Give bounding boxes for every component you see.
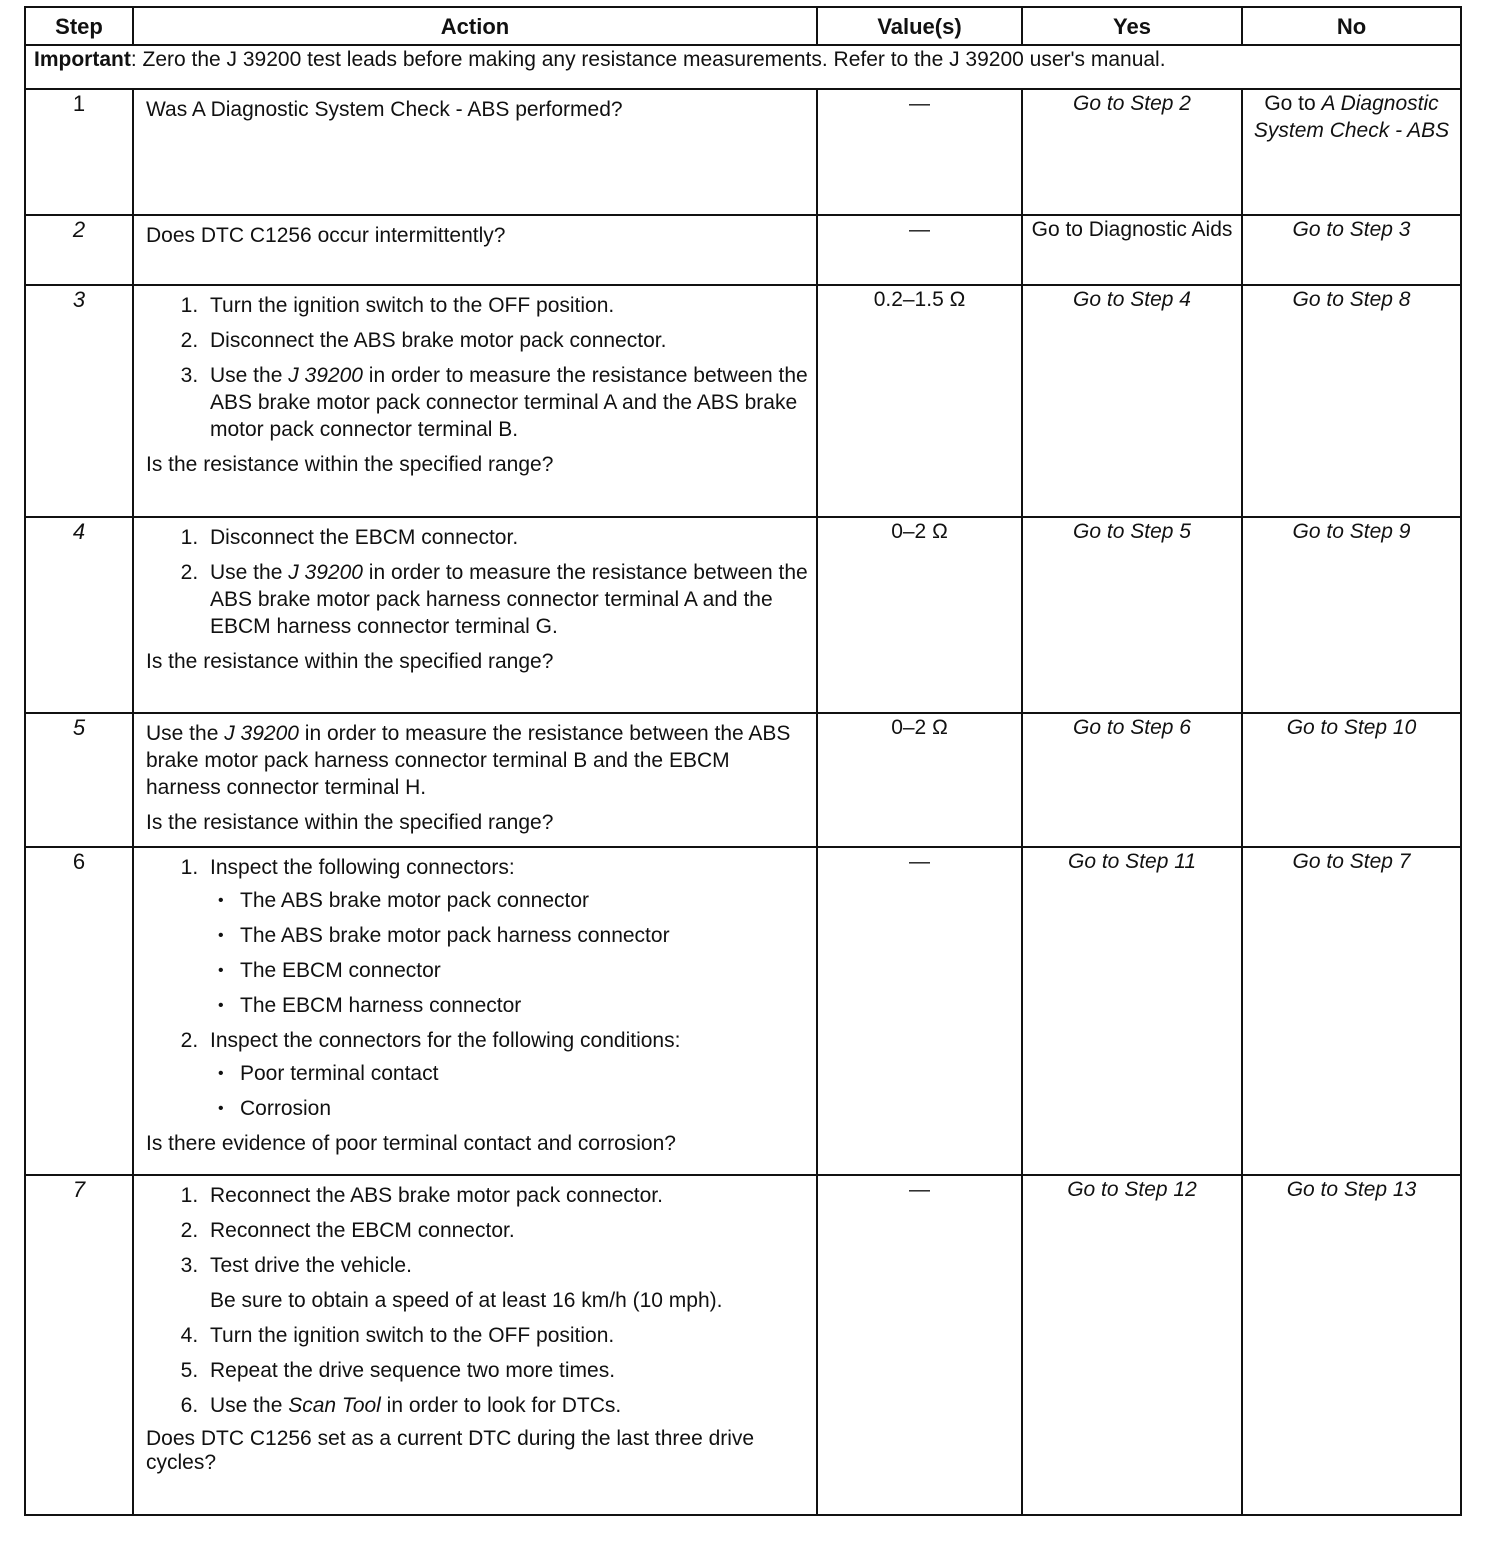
sub-item: • The ABS brake motor pack harness connector [240, 922, 810, 949]
action-cell [133, 285, 817, 517]
tool-name: J 39200 [288, 364, 363, 387]
action-step [204, 559, 810, 640]
action-step: 1. Disconnect the EBCM connector. [204, 524, 810, 551]
tool-name: Scan Tool [288, 1394, 381, 1417]
action-step-note: Be sure to obtain a speed of at least 16 km/h (10 mph). [210, 1289, 723, 1312]
action-step: 2. Reconnect the EBCM connector. [204, 1217, 810, 1244]
yes-link[interactable]: Go to Step 6 [1073, 716, 1191, 739]
tool-name: J 39200 [288, 561, 363, 584]
table-row-step-5 [25, 713, 1461, 847]
table-row-step-4 [25, 517, 1461, 713]
yes-cell [1022, 215, 1242, 285]
sub-list [210, 887, 810, 1019]
yes-link[interactable]: Go to Step 4 [1073, 288, 1191, 311]
important-text: : Zero the J 39200 test leads before making any resistance measurements. Refer to the J 39200 user's manual. [130, 48, 1166, 71]
header-values: Value(s) [817, 7, 1022, 45]
table-row-step-2 [25, 215, 1461, 285]
step-number: 3 [25, 285, 133, 517]
step-number: 5 [25, 713, 133, 847]
no-cell [1242, 89, 1461, 215]
action-step [204, 1027, 810, 1122]
no-link[interactable]: Go to Step 10 [1286, 716, 1417, 739]
no-cell [1242, 517, 1461, 713]
sub-item: • The ABS brake motor pack connector [240, 887, 810, 914]
action-step [204, 854, 810, 1019]
value-cell: 0–2 Ω [817, 517, 1022, 713]
action-step [204, 362, 810, 443]
action-step: 5. Repeat the drive sequence two more times. [204, 1357, 810, 1384]
no-link-prefix: Go to [1264, 92, 1322, 115]
no-link[interactable] [1254, 92, 1449, 142]
action-step: 1. Reconnect the ABS brake motor pack connector. [204, 1182, 810, 1209]
action-step-text: in order to look for DTCs. [380, 1394, 622, 1417]
yes-cell [1022, 285, 1242, 517]
action-step-text: Test drive the vehicle. [210, 1254, 412, 1277]
action-step-text: in order to measure the resistance between the ABS brake motor pack connector terminal A and the ABS brake motor pack connector terminal B. [210, 364, 808, 441]
no-link[interactable]: Go to Step 13 [1286, 1178, 1417, 1201]
yes-cell [1022, 713, 1242, 847]
no-cell [1242, 285, 1461, 517]
yes-cell [1022, 517, 1242, 713]
action-step-text: in order to measure the resistance between the ABS brake motor pack harness connector terminal A and the EBCM harness connector terminal G. [210, 561, 808, 638]
important-label: Important [34, 48, 131, 71]
action-question: Does DTC C1256 occur intermittently? [146, 224, 506, 247]
action-question: Does DTC C1256 set as a current DTC during the last three drive cycles? [146, 1427, 755, 1474]
action-steps [146, 292, 810, 443]
action-question: Is there evidence of poor terminal contact and corrosion? [146, 1132, 676, 1155]
no-cell [1242, 713, 1461, 847]
yes-link[interactable]: Go to Step 2 [1073, 92, 1191, 115]
action-step [204, 1252, 810, 1314]
yes-link[interactable]: Go to Step 12 [1067, 1178, 1197, 1201]
action-step: 4. Turn the ignition switch to the OFF position. [204, 1322, 810, 1349]
sub-item: • The EBCM harness connector [240, 992, 810, 1019]
table-row-step-6 [25, 847, 1461, 1175]
tool-name: J 39200 [224, 722, 299, 745]
action-step-text: Use the [210, 364, 289, 387]
no-link[interactable]: Go to Step 7 [1292, 850, 1411, 873]
action-cell [133, 713, 817, 847]
action-step-text: Inspect the following connectors: [210, 856, 515, 879]
action-text-pre: Use the [146, 722, 225, 745]
action-question: Is the resistance within the specified range? [146, 453, 554, 476]
value-cell: — [817, 1175, 1022, 1515]
yes-link[interactable]: Go to Diagnostic Aids [1031, 218, 1233, 241]
action-step-text: Use the [210, 1394, 289, 1417]
action-question: Was A Diagnostic System Check - ABS performed? [146, 98, 623, 121]
step-number: 2 [25, 215, 133, 285]
no-link[interactable]: Go to Step 9 [1292, 520, 1411, 543]
yes-link[interactable]: Go to Step 5 [1073, 520, 1191, 543]
action-step-text: Inspect the connectors for the following conditions: [210, 1029, 681, 1052]
action-steps [146, 854, 810, 1122]
table-row-step-3 [25, 285, 1461, 517]
action-text-post: in order to measure the resistance between the ABS brake motor pack harness connector terminal B and the EBCM harness connector terminal H. [146, 722, 791, 799]
no-link-target: A Diagnostic System Check - ABS [1253, 92, 1450, 142]
no-cell [1242, 215, 1461, 285]
action-cell [133, 847, 817, 1175]
action-cell [133, 1175, 817, 1515]
action-steps [146, 524, 810, 640]
header-yes: Yes [1022, 7, 1242, 45]
header-no: No [1242, 7, 1461, 45]
sub-item: • Poor terminal contact [240, 1060, 810, 1087]
value-cell: — [817, 89, 1022, 215]
yes-cell [1022, 89, 1242, 215]
header-row [25, 7, 1461, 45]
no-cell [1242, 1175, 1461, 1515]
value-cell: — [817, 847, 1022, 1175]
step-number: 7 [25, 1175, 133, 1515]
header-step: Step [25, 7, 133, 45]
step-number: 1 [25, 89, 133, 215]
step-number: 6 [25, 847, 133, 1175]
yes-cell [1022, 847, 1242, 1175]
action-step: 1. Turn the ignition switch to the OFF position. [204, 292, 810, 319]
action-cell [133, 89, 817, 215]
no-cell [1242, 847, 1461, 1175]
value-cell: 0.2–1.5 Ω [817, 285, 1022, 517]
action-text [146, 720, 810, 801]
sub-item: • The EBCM connector [240, 957, 810, 984]
no-link[interactable]: Go to Step 3 [1292, 218, 1411, 241]
table-row-step-1 [25, 89, 1461, 215]
action-step [204, 1392, 810, 1419]
header-action: Action [133, 7, 817, 45]
action-cell [133, 215, 817, 285]
yes-link[interactable]: Go to Step 11 [1067, 850, 1197, 873]
value-cell: — [817, 215, 1022, 285]
sub-item: • Corrosion [240, 1095, 810, 1122]
action-question: Is the resistance within the specified range? [146, 650, 554, 673]
step-number: 4 [25, 517, 133, 713]
action-question: Is the resistance within the specified range? [146, 811, 554, 834]
important-row [25, 45, 1461, 89]
no-link[interactable]: Go to Step 8 [1292, 288, 1411, 311]
action-step-text: Use the [210, 561, 289, 584]
yes-cell [1022, 1175, 1242, 1515]
sub-list [210, 1060, 810, 1122]
important-note [25, 45, 1461, 89]
table-row-step-7 [25, 1175, 1461, 1515]
action-steps [146, 1182, 810, 1419]
action-cell [133, 517, 817, 713]
action-step: 2. Disconnect the ABS brake motor pack connector. [204, 327, 810, 354]
value-cell: 0–2 Ω [817, 713, 1022, 847]
diagnostic-table [24, 6, 1462, 1516]
